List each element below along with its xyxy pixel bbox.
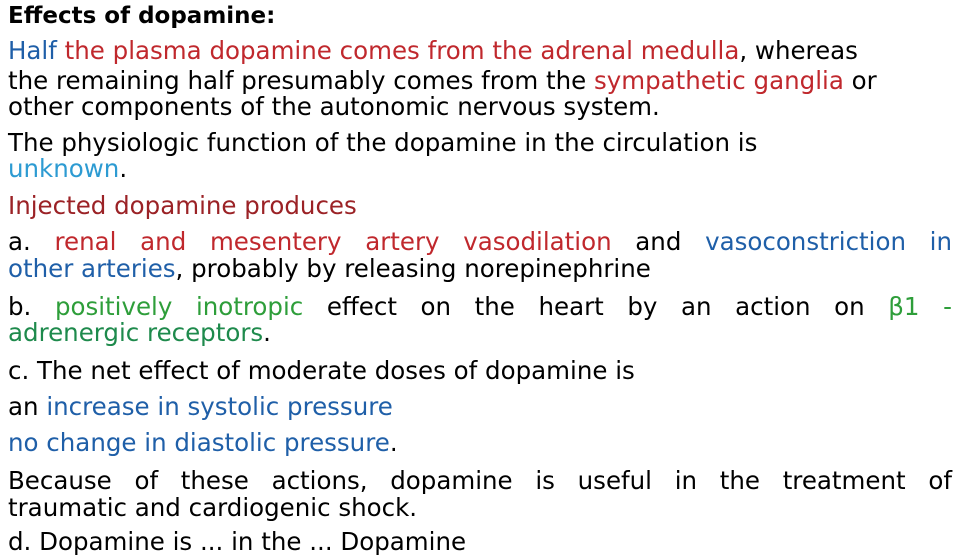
- item-b-line-1: [8, 294, 952, 320]
- cutoff-line: d. Dopamine is ... in the ... Dopamine: [8, 527, 467, 556]
- text-span: the: [474, 292, 515, 321]
- text-span: the remaining half presumably comes from the: [8, 66, 594, 95]
- text-span: sympathetic ganglia: [593, 66, 844, 95]
- text-span: b.: [8, 292, 32, 321]
- text-span: adrenergic receptors: [8, 318, 264, 347]
- text-span: of: [928, 466, 952, 495]
- paragraph-1-line-3: other components of the autonomic nervous system.: [8, 92, 660, 121]
- text-span: artery: [365, 227, 440, 256]
- text-span: Half: [8, 36, 57, 65]
- text-span: renal: [54, 227, 117, 256]
- item-a-line-1: [8, 229, 952, 255]
- paragraph-1-line-1: [8, 38, 858, 64]
- text-span: a.: [8, 227, 31, 256]
- text-span: increase in systolic pressure: [46, 392, 393, 421]
- text-span: by: [627, 292, 658, 321]
- text-span: unknown: [8, 154, 120, 183]
- text-span: no change in diastolic pressure: [8, 428, 390, 457]
- text-span: on: [420, 292, 452, 321]
- text-span: the: [719, 466, 760, 495]
- text-span: heart: [538, 292, 604, 321]
- text-span: and: [140, 227, 187, 256]
- text-span: Because: [8, 466, 112, 495]
- text-span: positively: [54, 292, 173, 321]
- text-span: treatment: [782, 466, 906, 495]
- text-span: in: [929, 227, 953, 256]
- text-span: vasodilation: [463, 227, 612, 256]
- sub-item-2: [8, 430, 398, 457]
- text-span: of: [134, 466, 159, 495]
- text-span: , whereas: [739, 36, 858, 65]
- item-a-line-2: [8, 256, 651, 282]
- paragraph-2-line-2: [8, 156, 127, 182]
- paragraph-3: Injected dopamine produces: [8, 191, 357, 220]
- text-span: vasoconstriction: [705, 227, 906, 256]
- text-span: or: [843, 66, 877, 95]
- text-span: β1: [888, 292, 920, 321]
- text-span: other arteries: [8, 254, 176, 283]
- text-span: the plasma dopamine comes from the adrenal medulla: [56, 36, 740, 65]
- paragraph-4-line-1: [8, 468, 952, 494]
- text-span: is: [535, 466, 555, 495]
- item-b-line-2: [8, 320, 271, 346]
- text-span: useful: [577, 466, 652, 495]
- text-span: on: [834, 292, 865, 321]
- paragraph-4-line-2: traumatic and cardiogenic shock.: [8, 493, 418, 522]
- text-span: an: [8, 392, 47, 421]
- text-span: dopamine: [390, 466, 513, 495]
- text-span: .: [119, 154, 128, 183]
- text-span: .: [389, 428, 398, 457]
- text-span: .: [263, 318, 271, 347]
- paragraph-1-line-2: [8, 68, 877, 94]
- text-span: these: [180, 466, 249, 495]
- text-span: in: [674, 466, 698, 495]
- text-span: mesentery: [209, 227, 342, 256]
- text-span: and: [635, 227, 682, 256]
- text-span: -: [943, 292, 952, 321]
- text-span: actions,: [271, 466, 368, 495]
- text-span: action: [735, 292, 811, 321]
- text-span: , probably by releasing norepinephrine: [175, 254, 651, 283]
- item-c: c. The net effect of moderate doses of dopamine is: [8, 356, 635, 385]
- text-span: effect: [326, 292, 397, 321]
- text-span: an: [681, 292, 712, 321]
- slide-title: Effects of dopamine:: [8, 3, 276, 29]
- text-span: inotropic: [195, 292, 304, 321]
- paragraph-2-line-1: The physiologic function of the dopamine in the circulation is: [8, 128, 758, 157]
- sub-item-1: [8, 394, 393, 421]
